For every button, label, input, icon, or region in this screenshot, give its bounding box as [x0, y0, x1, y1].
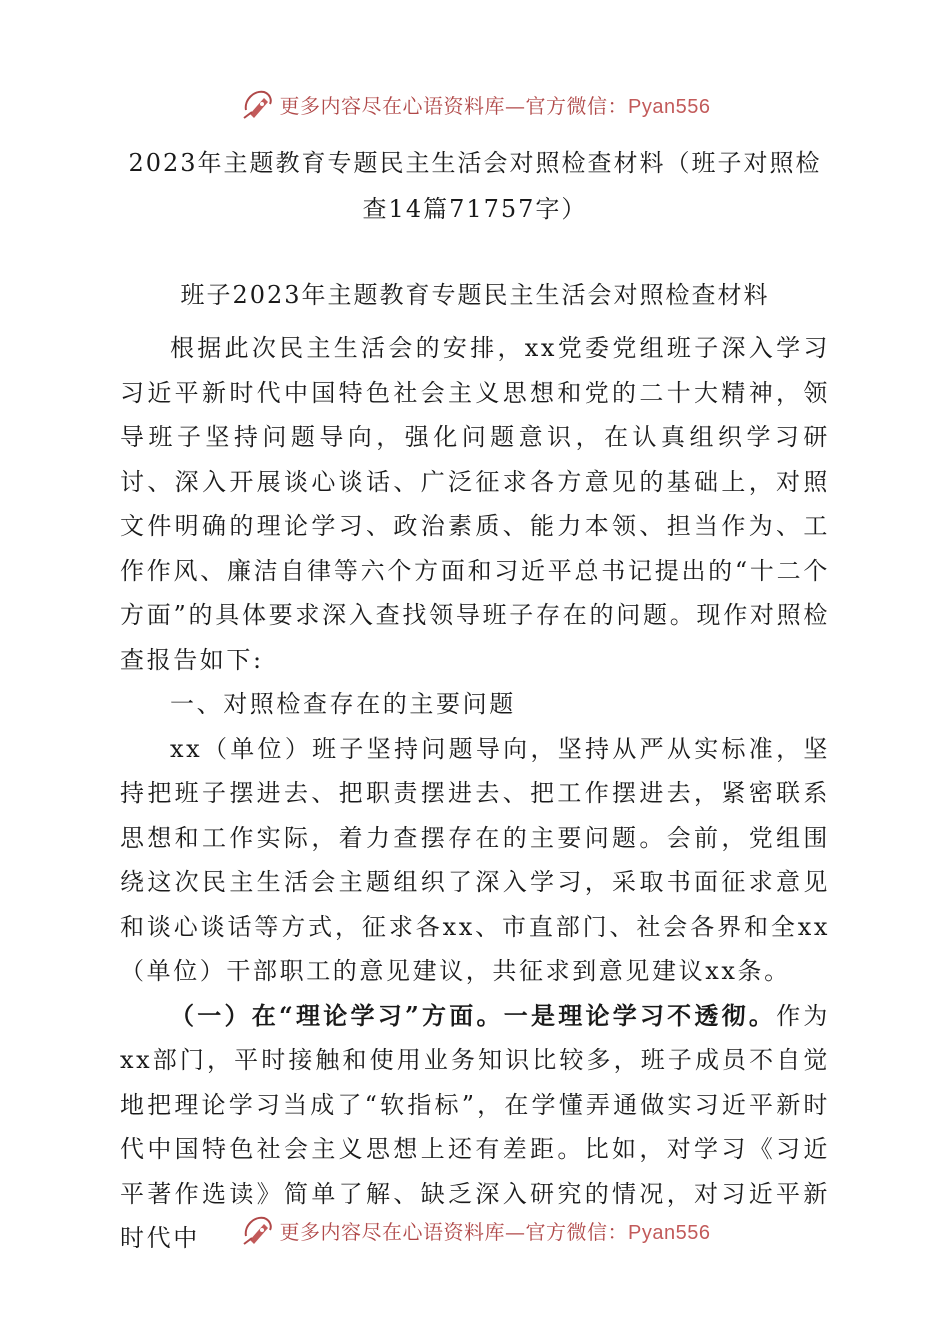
watermark-wechat-id: Pyan556 — [628, 1221, 711, 1244]
watermark-wechat-id: Pyan556 — [628, 95, 711, 118]
theory-study-text: 作为xx部门，平时接触和使用业务知识比较多，班子成员不自觉地把理论学习当成了“软指标”，在学懂弄通做实习近平新时代中国特色社会主义思想上还有差距。比如，对学习《习近平著作选读》简单了解、缺乏深入研究的情况，对习近平新时代中 — [120, 1001, 830, 1252]
paragraph-section-1: xx（单位）班子坚持问题导向，坚持从严从实标准，坚持把班子摆进去、把职责摆进去、把工作摆进去，紧密联系思想和工作实际，着力查摆存在的主要问题。会前，党组围绕这次民主生活会主题组织了深入学习，采取书面征求意见和谈心谈话等方式，征求各xx、市直部门、社会各界和全xx（单位）干部职工的意见建议，共征求到意见建议xx条。 — [120, 734, 830, 985]
section-heading-1: 一、对照检查存在的主要问题 — [170, 690, 516, 718]
pen-nib-logo-icon — [240, 1212, 276, 1248]
watermark-text: 更多内容尽在心语资料库—官方微信： — [279, 93, 629, 118]
watermark-text: 更多内容尽在心语资料库—官方微信： — [279, 1219, 629, 1244]
watermark-footer — [0, 1210, 950, 1250]
document-body — [120, 140, 830, 1261]
document-title: 2023年主题教育专题民主生活会对照检查材料（班子对照检查14篇71757字） — [128, 149, 822, 223]
document-subtitle: 班子2023年主题教育专题民主生活会对照检查材料 — [180, 281, 770, 309]
watermark-header — [0, 84, 950, 124]
paragraph-intro: 根据此次民主生活会的安排，xx党委党组班子深入学习习近平新时代中国特色社会主义思想和党的二十大精神，领导班子坚持问题导向，强化问题意识，在认真组织学习研讨、深入开展谈心谈话、广泛征求各方意见的基础上，对照文件明确的理论学习、政治素质、能力本领、担当作为、工作作风、廉洁自律等六个方面和习近平总书记提出的“十二个方面”的具体要求深入查找领导班子存在的问题。现作对照检查报告如下: — [120, 334, 830, 674]
theory-study-heading: （一）在“理论学习”方面。一是理论学习不透彻。 — [170, 1000, 777, 1030]
pen-nib-logo-icon — [240, 86, 276, 122]
